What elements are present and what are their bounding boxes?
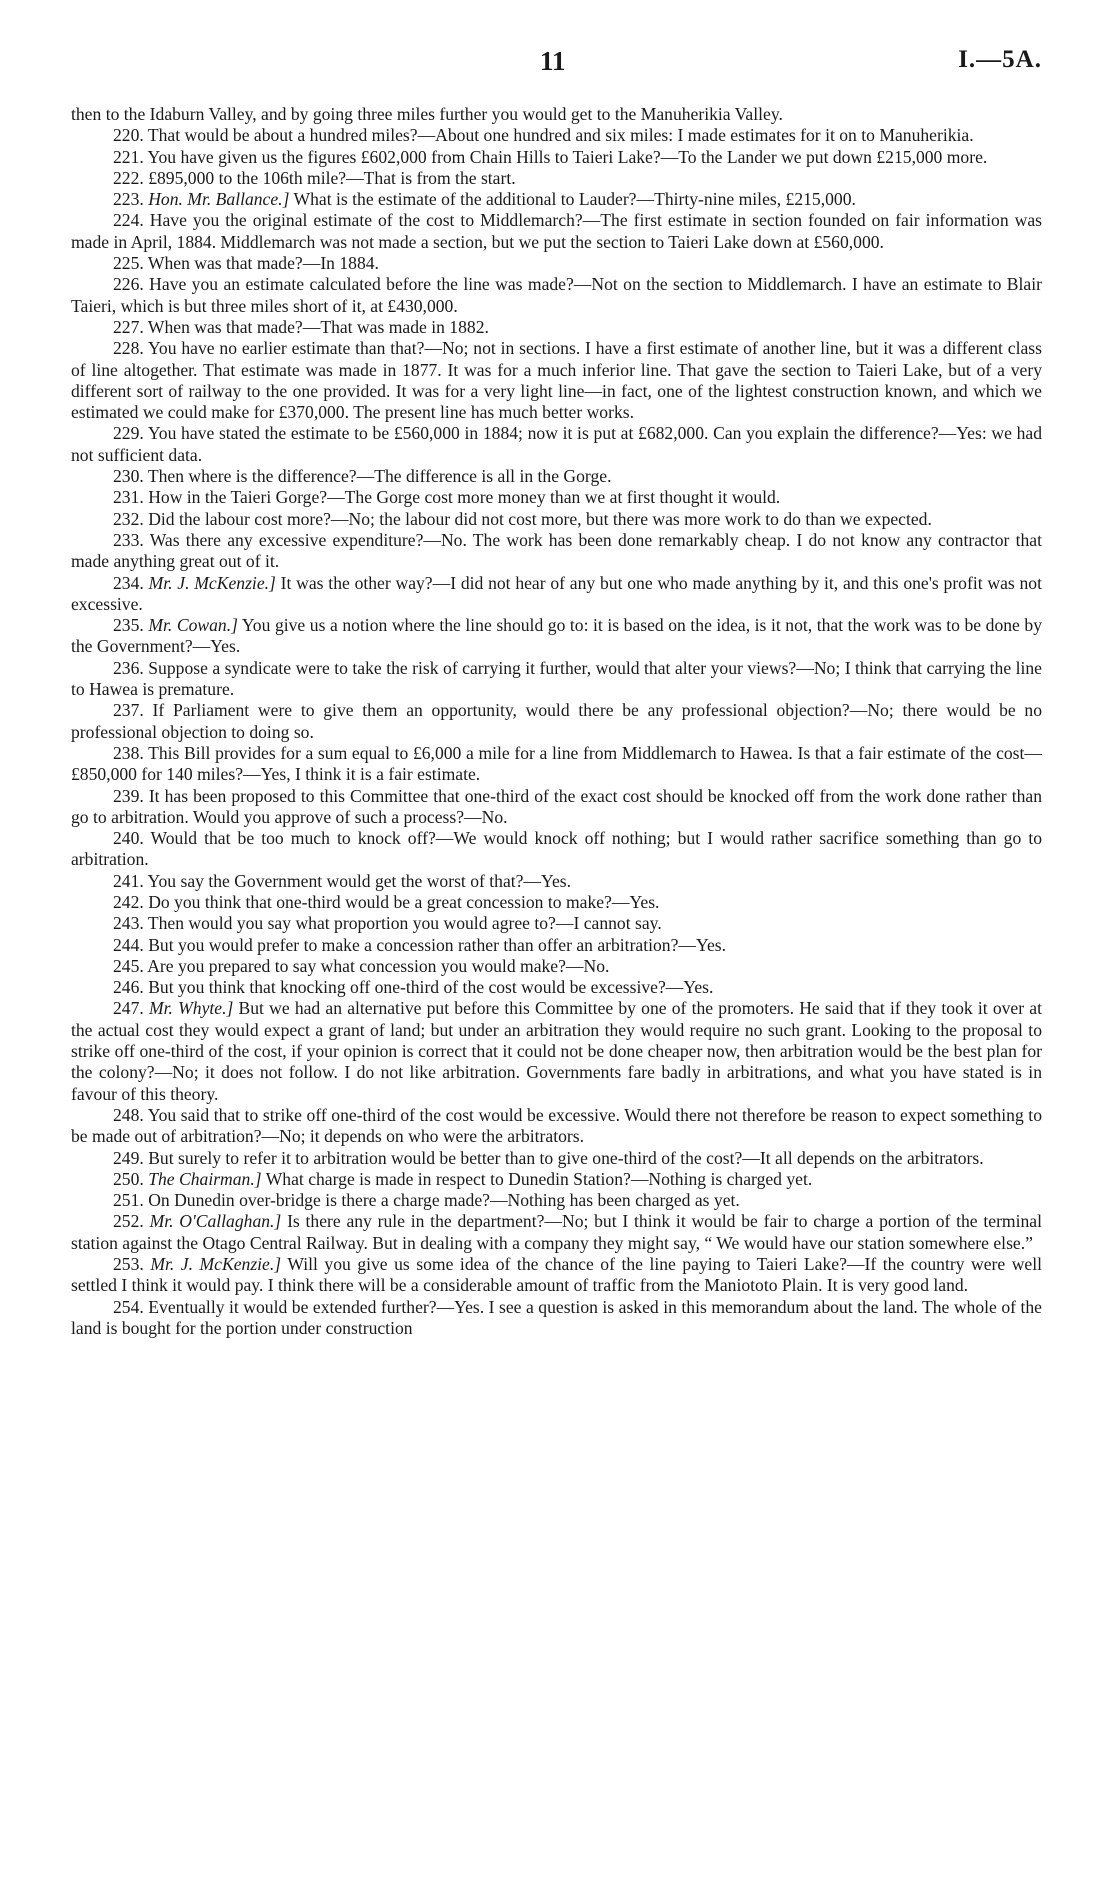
question-number: 235. [113, 615, 144, 636]
testimony-paragraph: 243. Then would you say what proportion you would agree to?—I cannot say. [113, 913, 662, 934]
testimony-paragraph: 239. It has been proposed to this Committee that one-third of the exact cost should be knocked off from the work done rather than go to arbitration. Would you approve of such a process?—No. [71, 785, 1042, 827]
testimony-paragraph: 226. Have you an estimate calculated before the line was made?—Not on the section to Middlemarch. I have an estimate to Blair Taieri, which is but three miles short of it, at £430,000. [71, 274, 1042, 316]
testimony-paragraph: 254. Eventually it would be extended further?—Yes. I see a question is asked in this memorandum about the land. The whole of the land is bought for the portion under construction [71, 1296, 1042, 1338]
page-number: 11 [540, 46, 566, 76]
paragraph-text: It was the other way?—I did not hear of any but one who made anything by it, and this one's profit was not excessive. [71, 572, 1042, 614]
testimony-paragraph: 251. On Dunedin over-bridge is there a charge made?—Nothing has been charged as yet. [113, 1190, 740, 1211]
testimony-paragraph [71, 1254, 1042, 1297]
document-reference: I.—5A. [958, 46, 1042, 73]
question-number: 234. [113, 572, 144, 593]
testimony-paragraph: 224. Have you the original estimate of the cost to Middlemarch?—The first estimate in section founded on fair information was made in April, 1884. Middlemarch was not made a section, but we put the section to Taieri Lake down at £560,000. [71, 210, 1042, 252]
testimony-paragraph [71, 1169, 1042, 1190]
testimony-paragraph: 242. Do you think that one-third would be a great concession to make?—Yes. [113, 891, 660, 912]
testimony-paragraph: 233. Was there any excessive expenditure?—No. The work has been done remarkably cheap. I do not know any contractor that made anything great out of it. [71, 529, 1042, 572]
testimony-paragraph: 222. £895,000 to the 106th mile?—That is from the start. [113, 167, 516, 188]
page-header [0, 46, 1114, 86]
speaker-name: Mr. Whyte.] [148, 998, 234, 1019]
question-number: 252. [113, 1211, 144, 1232]
speaker-name: Mr. J. McKenzie.] [150, 1254, 282, 1275]
paragraph-text: What charge is made in respect to Dunedin Station?—Nothing is charged yet. [265, 1168, 813, 1189]
speaker-name: Mr. Cowan.] [148, 615, 238, 636]
document-body [71, 104, 1042, 1339]
testimony-paragraph: 244. But you would prefer to make a concession rather than offer an arbitration?—Yes. [113, 934, 727, 955]
testimony-paragraph: 227. When was that made?—That was made in 1882. [113, 316, 489, 337]
testimony-paragraph: 249. But surely to refer it to arbitration would be better than to give one-third of the cost?—It all depends on the arbitrators. [113, 1147, 984, 1168]
testimony-paragraph [71, 1211, 1042, 1254]
speaker-name: Mr. J. McKenzie.] [148, 572, 276, 593]
testimony-paragraph [71, 998, 1042, 1104]
speaker-name: Mr. O'Callaghan.] [149, 1211, 282, 1232]
testimony-paragraph: 231. How in the Taieri Gorge?—The Gorge cost more money than we at first thought it would. [113, 487, 781, 508]
testimony-paragraph: 241. You say the Government would get the worst of that?—Yes. [113, 870, 572, 891]
question-number: 223. [113, 189, 144, 210]
paragraph-text: Will you give us some idea of the chance of the line paying to Taieri Lake?—If the country were well settled I think it would pay. I think there will be a considerable amount of traffic from the Maniototo Plain. It is very good land. [71, 1254, 1042, 1296]
testimony-paragraph [71, 573, 1042, 616]
paragraph-text: But we had an alternative put before this Committee by one of the promoters. He said that if they took it over at the actual cost they would expect a grant of land; but under an arbitration they would require no such grant. Looking to the proposal to strike off one-third of the cost, if your opinion is correct that it could not be done cheaper now, then arbitration would be the best plan for the colony?—No; it does not follow. I do not like arbitration. Governments fare badly in arbitrations, and what you have stated is in favour of this theory. [71, 998, 1042, 1104]
testimony-paragraph: 237. If Parliament were to give them an opportunity, would there be any professional objection?—No; there would be no professional objection to doing so. [71, 700, 1042, 742]
testimony-paragraph: then to the Idaburn Valley, and by going three miles further you would get to the Manuherikia Valley. [71, 104, 783, 124]
paragraph-text: You give us a notion where the line should go to: it is based on the idea, is it not, that the work was to be done by the Government?—Yes. [71, 615, 1042, 657]
testimony-paragraph: 232. Did the labour cost more?—No; the labour did not cost more, but there was more work to do than we expected. [113, 508, 932, 529]
testimony-paragraph: 240. Would that be too much to knock off?—We would knock off nothing; but I would rather sacrifice something than go to arbitration. [71, 828, 1042, 870]
speaker-name: Hon. Mr. Ballance.] [148, 189, 290, 210]
testimony-paragraph: 246. But you think that knocking off one-third of the cost would be excessive?—Yes. [113, 977, 714, 998]
testimony-paragraph [71, 189, 1042, 210]
testimony-paragraph: 245. Are you prepared to say what concession you would make?—No. [113, 955, 610, 976]
testimony-paragraph: 220. That would be about a hundred miles?—About one hundred and six miles: I made estimates for it on to Manuherikia. [113, 125, 974, 146]
paragraph-text: What is the estimate of the additional to Lauder?—Thirty-nine miles, £215,000. [293, 189, 856, 210]
testimony-paragraph [71, 615, 1042, 658]
question-number: 250. [113, 1168, 144, 1189]
paragraph-text: Is there any rule in the department?—No; but I think it would be fair to charge a portion of the terminal station against the Otago Central Railway. But in dealing with a company they might say, “ We would have our station somewhere else.” [71, 1211, 1042, 1253]
testimony-paragraph: 229. You have stated the estimate to be £560,000 in 1884; now it is put at £682,000. Can you explain the difference?—Yes: we had not sufficient data. [71, 423, 1042, 465]
question-number: 247. [113, 998, 144, 1019]
testimony-paragraph: 225. When was that made?—In 1884. [113, 253, 379, 274]
testimony-paragraph: 248. You said that to strike off one-third of the cost would be excessive. Would there not therefore be reason to expect something to be made out of arbitration?—No; it depends on who were the arbitrators. [71, 1104, 1042, 1147]
testimony-paragraph: 228. You have no earlier estimate than that?—No; not in sections. I have a first estimate of another line, but it was a different class of line altogether. That estimate was made in 1877. It was for a much inferior line. That gave the section to Taieri Lake, but of a very different sort of railway to the one provided. It was for a very light line—in fact, one of the lightest construction known, and which we estimated we could make for £370,000. The present line has much better works. [71, 338, 1042, 423]
testimony-paragraph: 238. This Bill provides for a sum equal to £6,000 a mile for a line from Middlemarch to Hawea. Is that a fair estimate of the cost—£850,000 for 140 miles?—Yes, I think it is a fair estimate. [71, 742, 1042, 785]
question-number: 253. [113, 1254, 144, 1275]
speaker-name: The Chairman.] [148, 1168, 262, 1189]
testimony-paragraph: 230. Then where is the difference?—The difference is all in the Gorge. [113, 466, 612, 487]
testimony-paragraph: 221. You have given us the figures £602,000 from Chain Hills to Taieri Lake?—To the Lander we put down £215,000 more. [113, 146, 988, 167]
testimony-paragraph: 236. Suppose a syndicate were to take the risk of carrying it further, would that alter your views?—No; I think that carrying the line to Hawea is premature. [71, 657, 1042, 700]
